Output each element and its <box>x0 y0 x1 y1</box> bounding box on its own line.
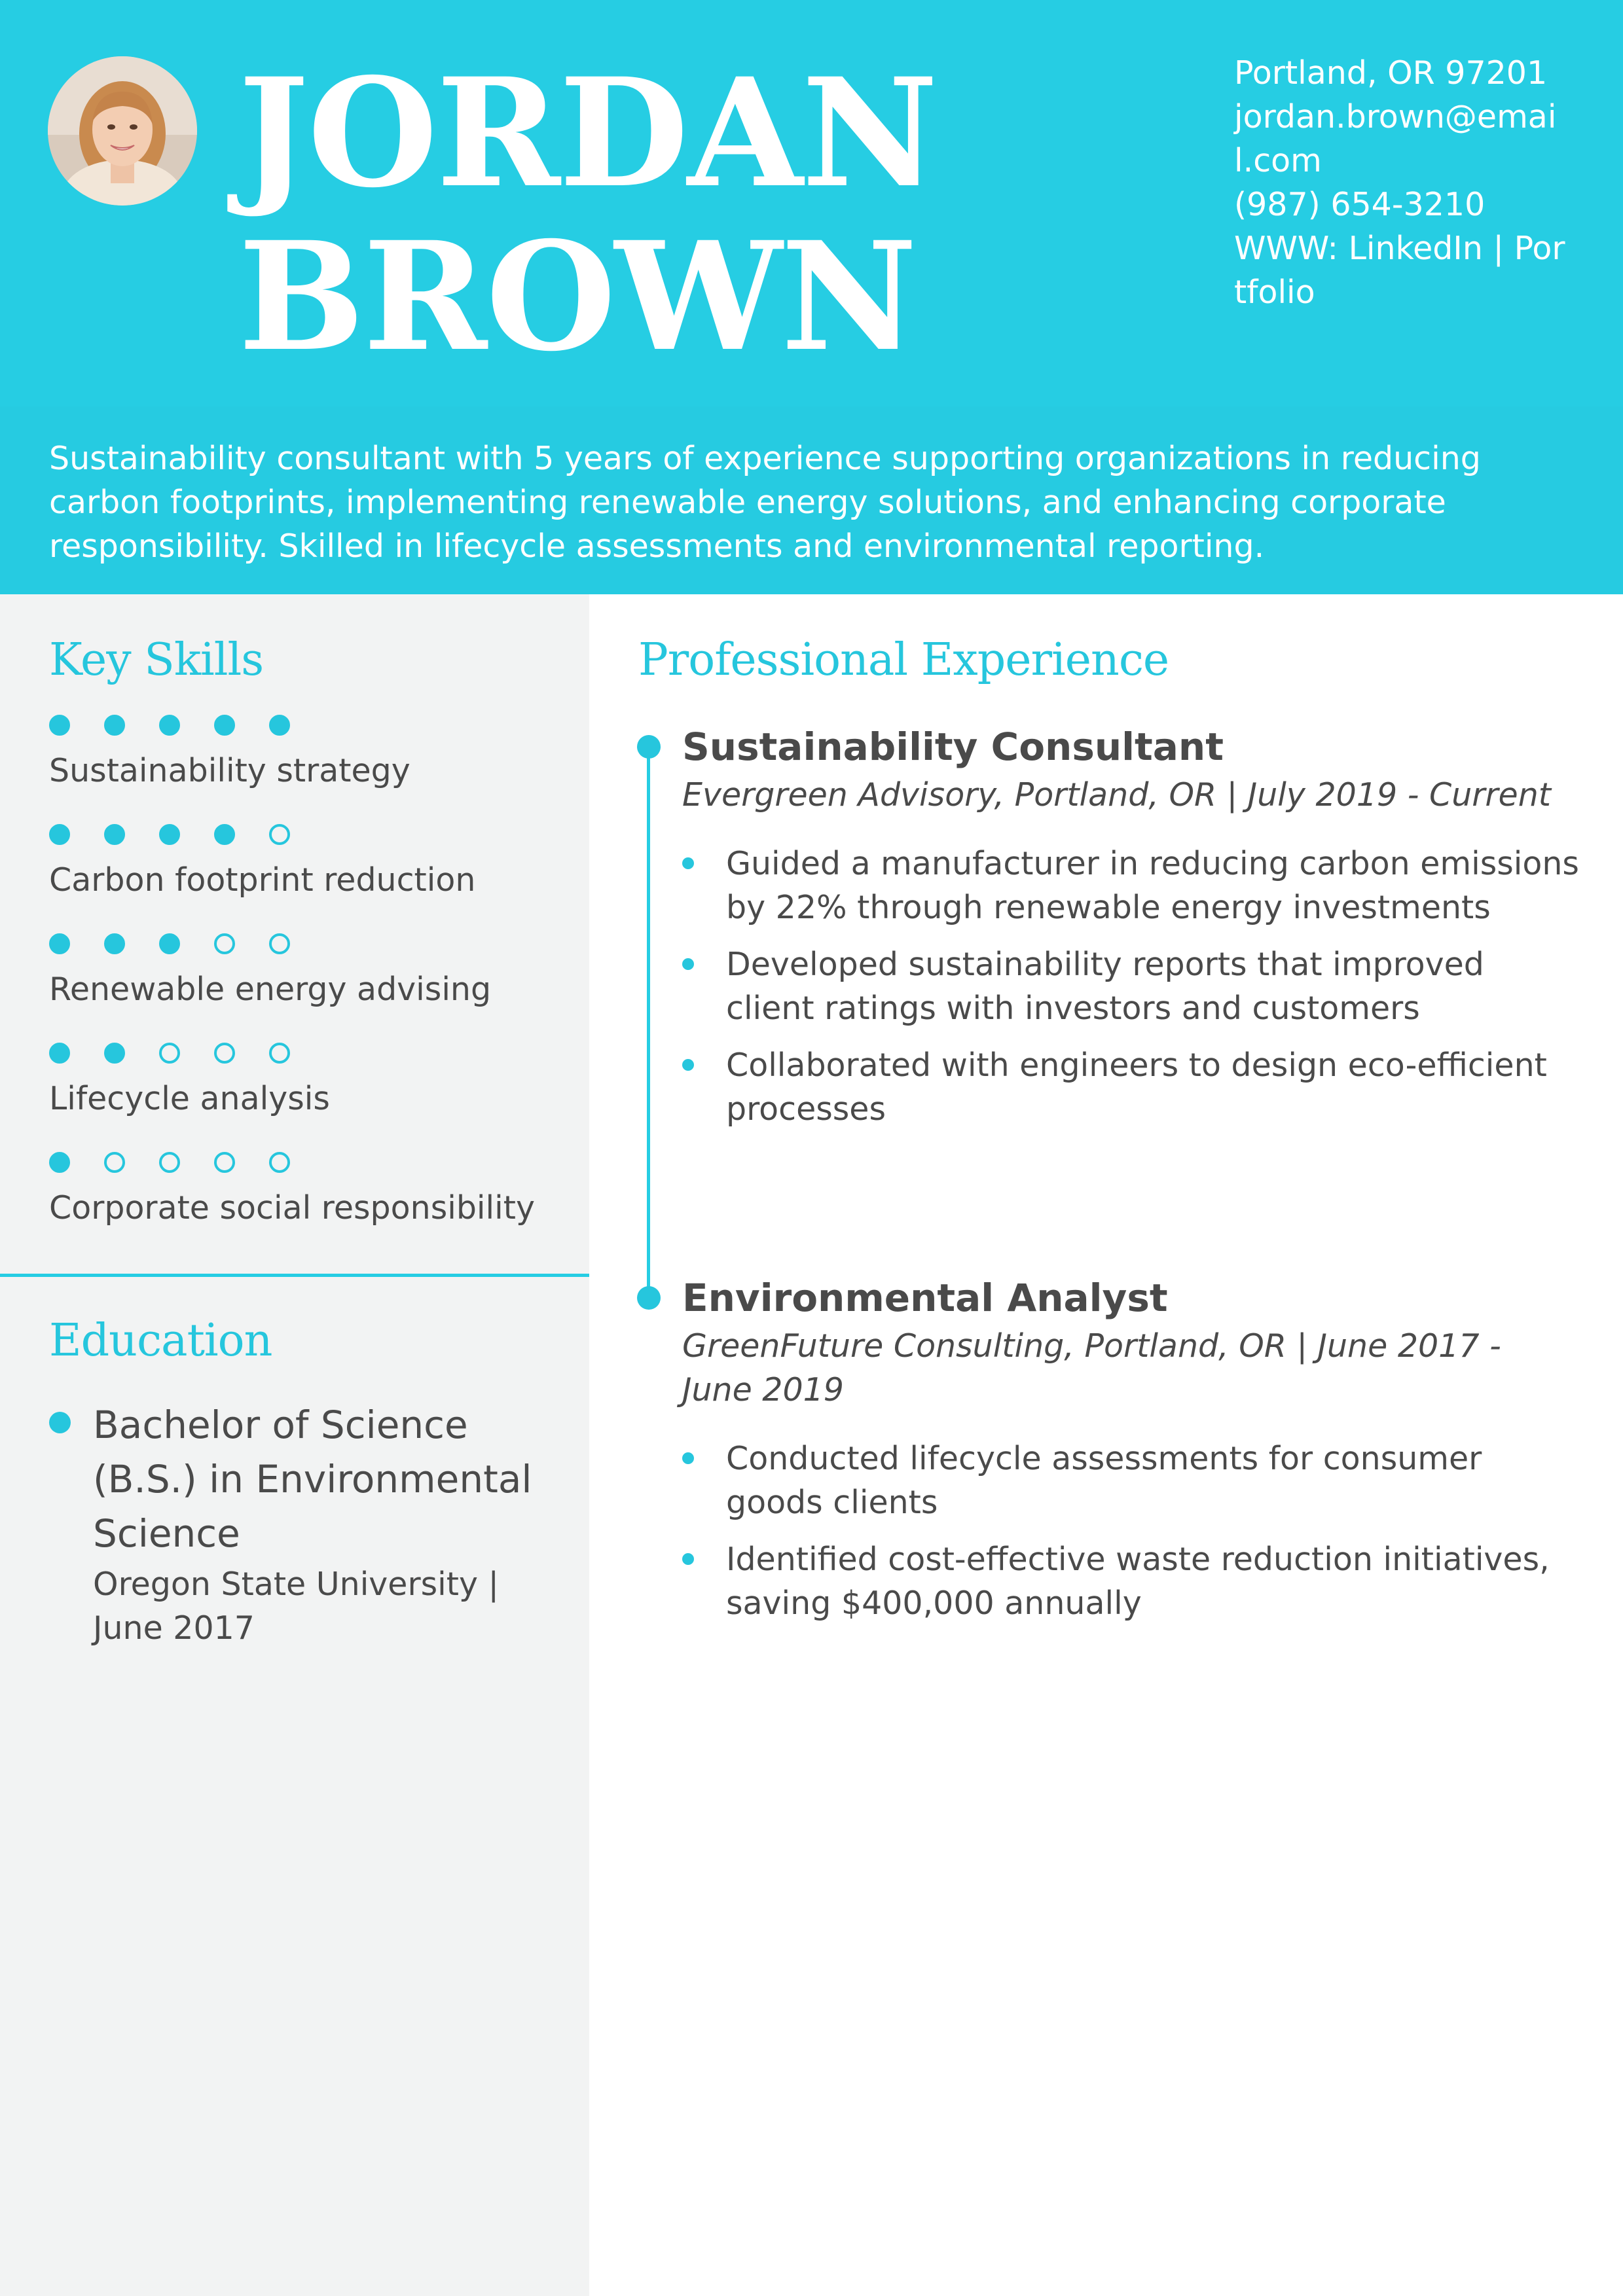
bullet-dot-icon <box>682 1452 694 1464</box>
rating-dot-filled-icon <box>104 933 125 954</box>
skill-item <box>49 710 573 819</box>
rating-dot-empty-icon <box>214 1152 235 1173</box>
job-bullets <box>682 842 1581 1131</box>
contact-email[interactable]: jordan.brown@email.com <box>1234 98 1557 179</box>
rating-dot-filled-icon <box>269 715 290 736</box>
contact-location: Portland, OR 97201 <box>1234 54 1548 92</box>
contact-phone[interactable]: (987) 654-3210 <box>1234 186 1486 223</box>
rating-dot-filled-icon <box>104 1043 125 1064</box>
skill-rating <box>49 1147 573 1177</box>
skill-item <box>49 1038 573 1147</box>
bullet-text: Guided a manufacturer in reducing carbon emissions by 22% through renewable energy investments <box>726 845 1579 926</box>
job-bullets <box>682 1437 1581 1625</box>
skill-item <box>49 929 573 1038</box>
bullet-dot-icon <box>682 1059 694 1071</box>
bullet-text: Identified cost-effective waste reduction initiatives, saving $400,000 annually <box>726 1541 1550 1622</box>
rating-dot-filled-icon <box>159 824 180 845</box>
job-bullet <box>682 842 1581 929</box>
rating-dot-empty-icon <box>214 933 235 954</box>
job-entry <box>638 1272 1581 1638</box>
skill-rating <box>49 929 573 959</box>
education-heading: Education <box>49 1315 272 1367</box>
rating-dot-empty-icon <box>269 824 290 845</box>
rating-dot-empty-icon <box>214 1043 235 1064</box>
skill-rating <box>49 819 573 850</box>
skill-label: Corporate social responsibility <box>49 1189 535 1227</box>
rating-dot-empty-icon <box>159 1043 180 1064</box>
skill-label: Carbon footprint reduction <box>49 861 476 899</box>
bullet-dot-icon <box>682 958 694 970</box>
job-bullet <box>682 1537 1581 1625</box>
bullet-text: Collaborated with engineers to design eco-efficient processes <box>726 1047 1547 1128</box>
skill-rating <box>49 710 573 740</box>
skills-heading: Key Skills <box>49 634 264 686</box>
rating-dot-filled-icon <box>49 1043 70 1064</box>
education-school: Oregon State University | June 2017 <box>93 1566 500 1647</box>
rating-dot-empty-icon <box>269 1152 290 1173</box>
bullet-text: Conducted lifecycle assessments for consumer goods clients <box>726 1440 1482 1521</box>
rating-dot-filled-icon <box>214 715 235 736</box>
rating-dot-filled-icon <box>104 824 125 845</box>
job-meta: GreenFuture Consulting, Portland, OR | June 2017 - June 2019 <box>682 1327 1501 1408</box>
contact-web-links[interactable]: WWW: LinkedIn | Portfolio <box>1234 230 1565 311</box>
rating-dot-empty-icon <box>269 933 290 954</box>
job-entry <box>638 721 1581 1144</box>
rating-dot-filled-icon <box>104 715 125 736</box>
education-degree: Bachelor of Science (B.S.) in Environmental Science <box>93 1403 532 1556</box>
timeline-dot-icon <box>637 1286 661 1310</box>
section-divider <box>0 1274 589 1277</box>
rating-dot-filled-icon <box>49 715 70 736</box>
rating-dot-filled-icon <box>214 824 235 845</box>
candidate-name <box>238 45 1220 384</box>
profile-photo <box>48 56 197 206</box>
education-item <box>49 1398 573 1650</box>
contact-info <box>1234 51 1575 314</box>
skill-label: Lifecycle analysis <box>49 1080 330 1117</box>
rating-dot-filled-icon <box>159 715 180 736</box>
skills-list <box>49 710 573 1257</box>
job-meta: Evergreen Advisory, Portland, OR | July 2019 - Current <box>682 776 1551 814</box>
first-name: JORDAN <box>238 45 937 221</box>
experience-heading: Professional Experience <box>638 634 1169 686</box>
rating-dot-empty-icon <box>104 1152 125 1173</box>
bullet-dot-icon <box>682 857 694 869</box>
job-title: Sustainability Consultant <box>682 725 1224 769</box>
timeline-dot-icon <box>637 735 661 759</box>
rating-dot-empty-icon <box>269 1043 290 1064</box>
skill-rating <box>49 1038 573 1068</box>
professional-summary: Sustainability consultant with 5 years of experience supporting organizations in reducing carbon footprints, implementing renewable energy solutions, and enhancing corporate responsibility. Skilled in lifecycle assessments and environmental reporting. <box>49 440 1481 565</box>
skill-item <box>49 1147 573 1257</box>
rating-dot-empty-icon <box>159 1152 180 1173</box>
job-bullet <box>682 1437 1581 1524</box>
skill-item <box>49 819 573 929</box>
last-name: BROWN <box>238 209 917 384</box>
skill-label: Sustainability strategy <box>49 752 410 789</box>
job-bullet <box>682 1043 1581 1131</box>
bullet-dot-icon <box>49 1412 71 1433</box>
skill-label: Renewable energy advising <box>49 971 492 1008</box>
bullet-text: Developed sustainability reports that improved client ratings with investors and customers <box>726 946 1484 1027</box>
job-title: Environmental Analyst <box>682 1276 1168 1320</box>
rating-dot-filled-icon <box>49 933 70 954</box>
job-bullet <box>682 942 1581 1030</box>
rating-dot-filled-icon <box>49 1152 70 1173</box>
rating-dot-filled-icon <box>159 933 180 954</box>
rating-dot-filled-icon <box>49 824 70 845</box>
bullet-dot-icon <box>682 1553 694 1565</box>
